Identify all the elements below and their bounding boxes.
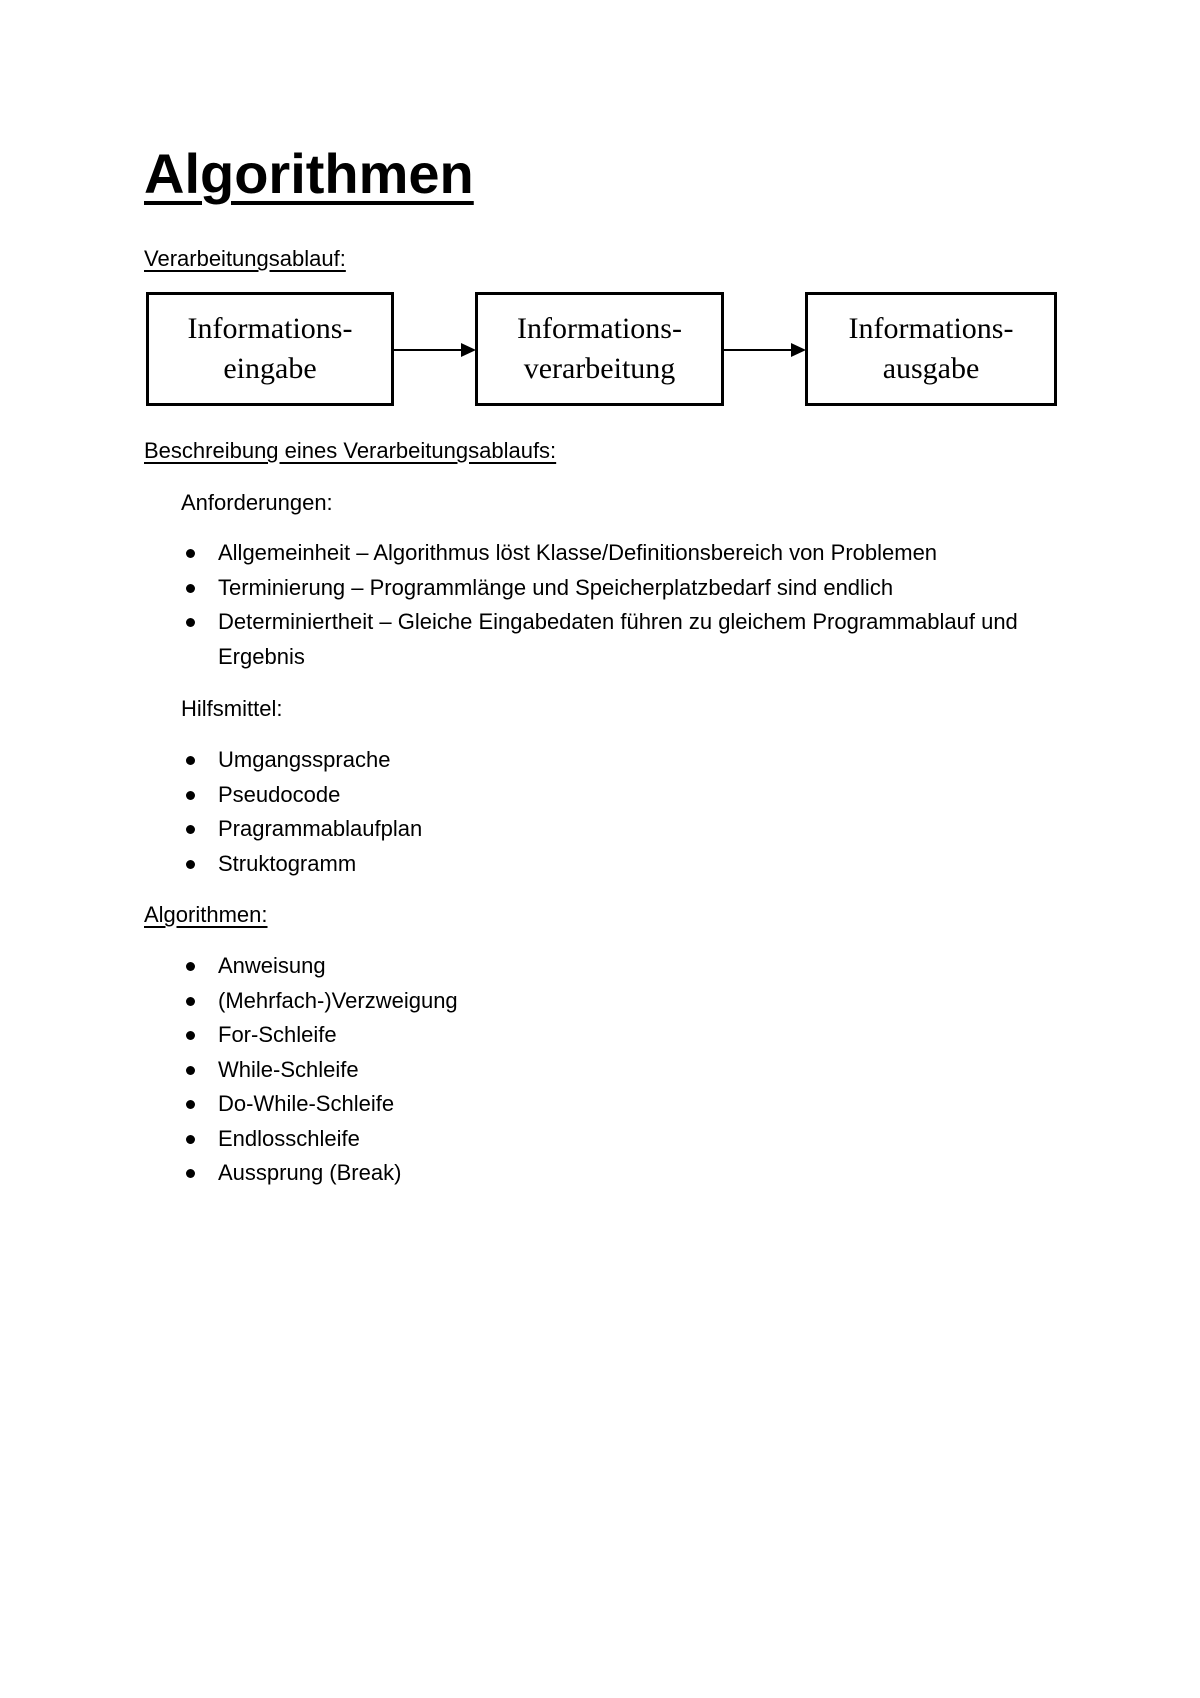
- flow-box-output: Informations- ausgabe: [805, 292, 1057, 406]
- list-item: Pragrammablaufplan: [181, 812, 1081, 847]
- requirements-label: Anforderungen:: [181, 490, 333, 515]
- section-heading-beschreibung: Beschreibung eines Verarbeitungsablaufs:: [144, 438, 557, 463]
- list-item: Do-While-Schleife: [181, 1087, 1081, 1122]
- list-item: For-Schleife: [181, 1018, 1081, 1053]
- section-heading-verarbeitungsablauf: Verarbeitungsablauf:: [144, 246, 346, 271]
- flow-box-input: Informations- eingabe: [146, 292, 394, 406]
- tools-label: Hilfsmittel:: [181, 696, 283, 721]
- list-item: Endlosschleife: [181, 1122, 1081, 1157]
- list-item: Anweisung: [181, 949, 1081, 984]
- list-item: Determiniertheit – Gleiche Eingabedaten führen zu gleichem Programmablauf und Ergebnis: [181, 605, 1048, 674]
- list-item: Umgangssprache: [181, 743, 1081, 778]
- page-title: Algorithmen: [144, 142, 474, 205]
- flow-arrow-2: [724, 349, 792, 351]
- list-item: Pseudocode: [181, 778, 1081, 813]
- tools-list: [181, 743, 1081, 881]
- section-heading-algorithmen: Algorithmen:: [144, 902, 268, 927]
- requirements-list: [181, 536, 1081, 674]
- list-item: Allgemeinheit – Algorithmus löst Klasse/Definitionsbereich von Problemen: [181, 536, 1081, 571]
- flow-arrowhead-1: [461, 343, 476, 357]
- list-item: Struktogramm: [181, 847, 1081, 882]
- list-item: While-Schleife: [181, 1053, 1081, 1088]
- flow-arrowhead-2: [791, 343, 806, 357]
- algorithms-list: [181, 949, 1081, 1191]
- flow-arrow-1: [394, 349, 462, 351]
- flow-box-processing: Informations- verarbeitung: [475, 292, 724, 406]
- flow-diagram: [146, 292, 1062, 408]
- list-item: Terminierung – Programmlänge und Speicherplatzbedarf sind endlich: [181, 571, 1081, 606]
- list-item: (Mehrfach-)Verzweigung: [181, 984, 1081, 1019]
- list-item: Aussprung (Break): [181, 1156, 1081, 1191]
